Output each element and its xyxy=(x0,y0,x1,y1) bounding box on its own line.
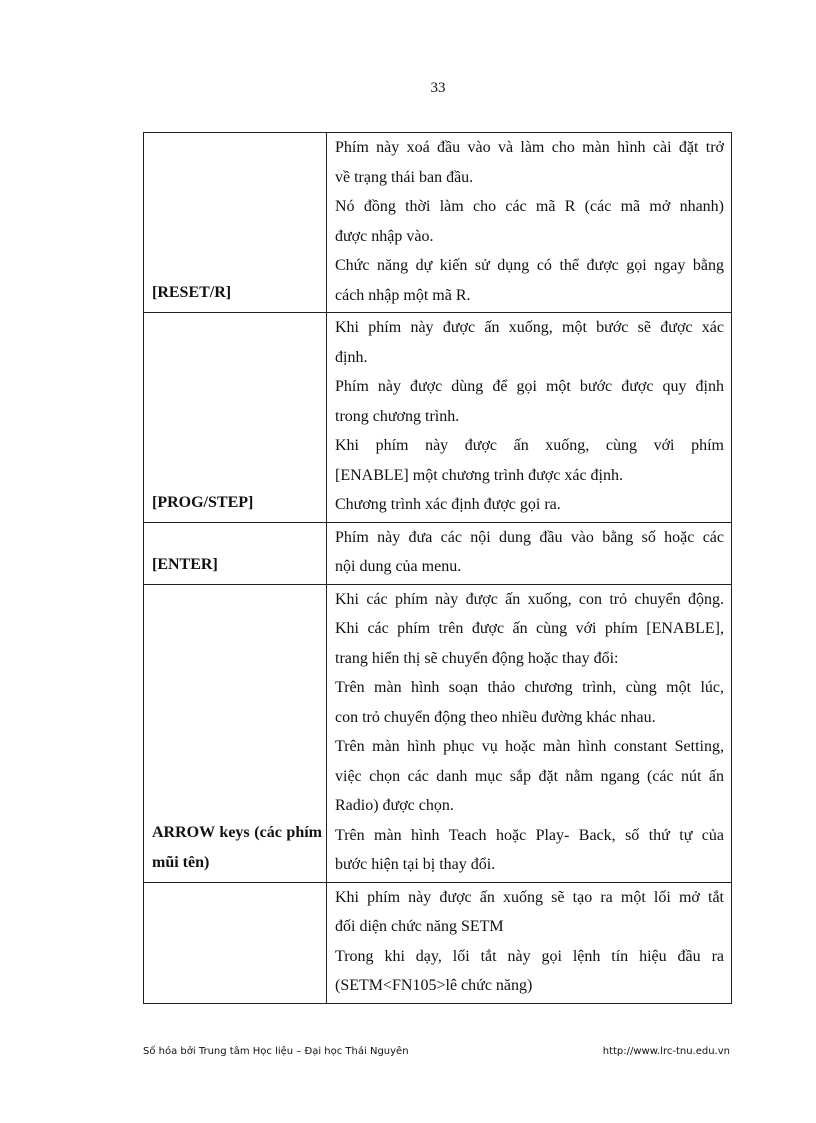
key-description-cell xyxy=(327,133,732,313)
key-name-cell xyxy=(144,882,327,1003)
description-line: [ENABLE] một chương trình được xác định. xyxy=(335,466,623,484)
page-number: 33 xyxy=(430,80,446,96)
description-line: con trỏ chuyển động theo nhiều đường khác nhau. xyxy=(335,708,656,726)
table-row xyxy=(144,313,732,523)
description-line: trang hiển thị sẽ chuyển động hoặc thay đổi: xyxy=(335,649,619,667)
description-line: trong chương trình. xyxy=(335,407,460,425)
description-line: cách nhập một mã R. xyxy=(335,286,471,304)
description-line: về trạng thái ban đầu. xyxy=(335,168,474,186)
description-line: đối diện chức năng SETM xyxy=(335,918,504,935)
description-line: định. xyxy=(335,348,368,366)
description-line: Phím này được dùng để gọi một bước được quy định xyxy=(335,378,724,395)
table-body xyxy=(144,133,732,1004)
description-line: Phím này đưa các nội dung đầu vào bằng số hoặc các xyxy=(335,528,724,546)
table-row xyxy=(144,522,732,584)
key-description-cell xyxy=(327,584,732,882)
description-line: việc chọn các danh mục sắp đặt nằm ngang (các nút ấn xyxy=(335,767,724,785)
description-line: nội dung của menu. xyxy=(335,558,462,575)
description-line: Chương trình xác định được gọi ra. xyxy=(335,496,561,513)
description-line: Khi các phím trên được ấn cùng với phím [ENABLE], xyxy=(335,620,724,637)
key-description-cell xyxy=(327,882,732,1003)
description-line: bước hiện tại bị thay đổi. xyxy=(335,856,496,873)
key-name-cell: [ENTER] xyxy=(144,522,327,584)
description-line: (SETM<FN105>lê chức năng) xyxy=(335,977,533,994)
description-line: Khi phím này được ấn xuống sẽ tạo ra một lối mở tắt xyxy=(335,888,724,906)
table-row xyxy=(144,133,732,313)
description-line: Trên màn hình soạn thảo chương trình, cùng một lúc, xyxy=(335,679,724,696)
key-name-cell: [PROG/STEP] xyxy=(144,313,327,523)
key-description-cell xyxy=(327,522,732,584)
description-line: Chức năng dự kiến sử dụng có thể được gọi ngay bằng xyxy=(335,257,724,274)
description-line: Nó đồng thời làm cho các mã R (các mã mở nhanh) xyxy=(335,198,724,215)
description-line: Phím này xoá đầu vào và làm cho màn hình cài đặt trở xyxy=(335,139,724,156)
description-line: Khi phím này được ấn xuống, một bước sẽ được xác xyxy=(335,319,724,336)
description-line: được nhập vào. xyxy=(335,227,434,245)
description-line: Trong khi dạy, lối tắt này gọi lệnh tín hiệu đầu ra xyxy=(335,947,724,965)
key-name-cell: [RESET/R] xyxy=(144,133,327,313)
description-line: Radio) được chọn. xyxy=(335,797,454,814)
description-line: Trên màn hình Teach hoặc Play- Back, số thứ tự của xyxy=(335,826,724,844)
footer-url: http://www.lrc-tnu.edu.vn xyxy=(602,1046,730,1057)
description-line: Khi các phím này được ấn xuống, con trỏ chuyển động. xyxy=(335,590,724,608)
table-row xyxy=(144,584,732,882)
key-description-cell xyxy=(327,313,732,523)
description-line: Khi phím này được ấn xuống, cùng với phím xyxy=(335,437,724,454)
table-row xyxy=(144,882,732,1003)
key-name-cell: ARROW keys (các phím mũi tên) xyxy=(144,584,327,882)
description-line: Trên màn hình phục vụ hoặc màn hình constant Setting, xyxy=(335,738,724,755)
key-function-table xyxy=(143,132,732,1004)
footer-source: Số hóa bởi Trung tâm Học liệu – Đại học Thái Nguyên xyxy=(143,1046,409,1057)
